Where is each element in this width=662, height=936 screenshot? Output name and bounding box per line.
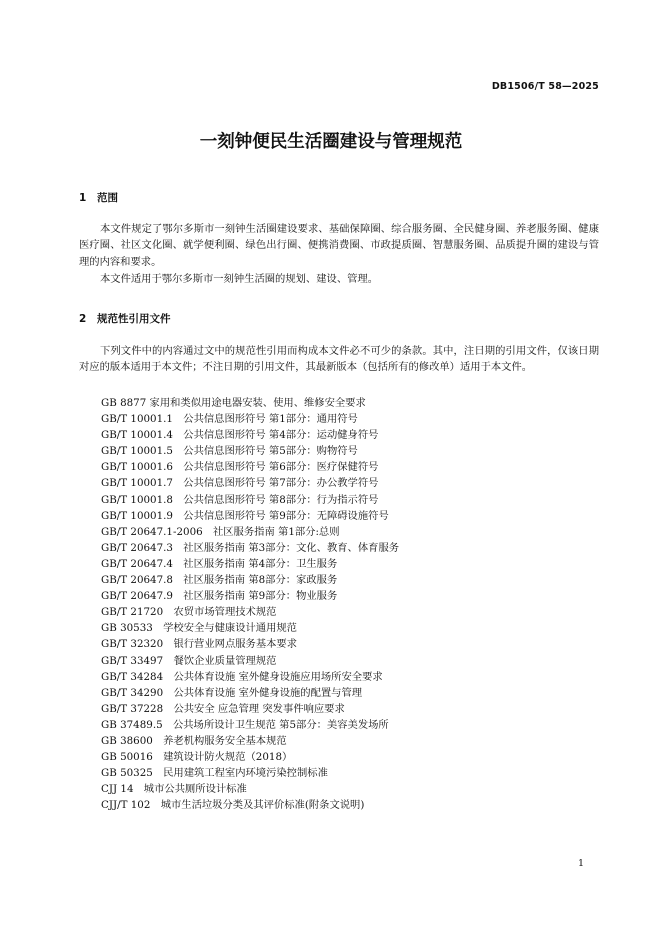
- reference-list: [101, 395, 399, 813]
- section-2-intro: 下列文件中的内容通过文中的规范性引用而构成本文件必不可少的条款。其中，注日期的引用文件，仅该日期对应的版本适用于本文件；不注日期的引用文件，其最新版本（包括所有的修改单）适用于本文件。: [79, 345, 599, 374]
- reference-item: GB/T 20647.3 社区服务指南 第3部分：文化、教育、体育服务: [101, 541, 400, 554]
- reference-item: GB/T 37228 公共安全 应急管理 突发事件响应要求: [101, 702, 345, 715]
- section-2-heading: [79, 311, 171, 326]
- reference-item: GB/T 21720 农贸市场管理技术规范: [101, 606, 277, 619]
- section-1-paragraph-1: 本文件规定了鄂尔多斯市一刻钟生活圈建设要求、基础保障圈、综合服务圈、全民健身圈、养老服务圈、健康医疗圈、社区文化圈、就学便利圈、绿色出行圈、便携消费圈、市政提质圈、智慧服务圈、品质提升圈的建设与管理的内容和要求。: [79, 223, 599, 268]
- page-title: 一刻钟便民生活圈建设与管理规范: [199, 132, 463, 152]
- reference-item: GB 30533 学校安全与健康设计通用规范: [101, 622, 297, 635]
- reference-item: CJJ 14 城市公共厕所设计标准: [101, 783, 247, 796]
- reference-item: GB/T 10001.7 公共信息图形符号 第7部分：办公教学符号: [101, 477, 379, 490]
- section-1-title: 范围: [97, 192, 118, 204]
- section-2-number: 2: [79, 313, 87, 325]
- reference-item: GB/T 10001.8 公共信息图形符号 第8部分：行为指示符号: [101, 493, 379, 506]
- section-2-title: 规范性引用文件: [97, 313, 171, 325]
- reference-item: GB/T 10001.6 公共信息图形符号 第6部分：医疗保健符号: [101, 461, 379, 474]
- reference-item: GB/T 10001.4 公共信息图形符号 第4部分：运动健身符号: [101, 429, 379, 442]
- section-1-number: 1: [79, 192, 87, 204]
- reference-item: GB 38600 养老机构服务安全基本规范: [101, 734, 287, 747]
- reference-item: GB/T 20647.8 社区服务指南 第8部分：家政服务: [101, 574, 338, 587]
- reference-item: GB 50325 民用建筑工程室内环境污染控制标准: [101, 767, 328, 780]
- section-1-heading: [79, 190, 118, 205]
- reference-item: GB/T 10001.1 公共信息图形符号 第1部分：通用符号: [101, 413, 358, 426]
- reference-item: GB/T 20647.1-2006 社区服务指南 第1部分:总则: [101, 525, 340, 538]
- reference-item: GB 8877 家用和类似用途电器安装、使用、维修安全要求: [101, 397, 366, 409]
- reference-item: GB/T 10001.9 公共信息图形符号 第9部分：无障碍设施符号: [101, 509, 389, 522]
- reference-item: GB/T 20647.9 社区服务指南 第9部分：物业服务: [101, 590, 338, 603]
- reference-item: GB/T 34284 公共体育设施 室外健身设施应用场所安全要求: [101, 670, 383, 683]
- doc-code: DB1506/T 58—2025: [491, 81, 599, 92]
- reference-item: CJJ/T 102 城市生活垃圾分类及其评价标准(附条文说明): [101, 799, 365, 812]
- page-number: 1: [578, 858, 585, 869]
- reference-item: GB 37489.5 公共场所设计卫生规范 第5部分：美容美发场所: [101, 718, 389, 731]
- reference-item: GB/T 20647.4 社区服务指南 第4部分：卫生服务: [101, 557, 338, 570]
- reference-item: GB/T 10001.5 公共信息图形符号 第5部分：购物符号: [101, 445, 358, 458]
- reference-item: GB 50016 建筑设计防火规范（2018）: [101, 751, 293, 764]
- reference-item: GB/T 34290 公共体育设施 室外健身设施的配置与管理: [101, 686, 363, 699]
- section-1-paragraph-2: 本文件适用于鄂尔多斯市一刻钟生活圈的规划、建设、管理。: [100, 273, 379, 285]
- reference-item: GB/T 32320 银行营业网点服务基本要求: [101, 638, 298, 651]
- reference-item: GB/T 33497 餐饮企业质量管理规范: [101, 654, 277, 667]
